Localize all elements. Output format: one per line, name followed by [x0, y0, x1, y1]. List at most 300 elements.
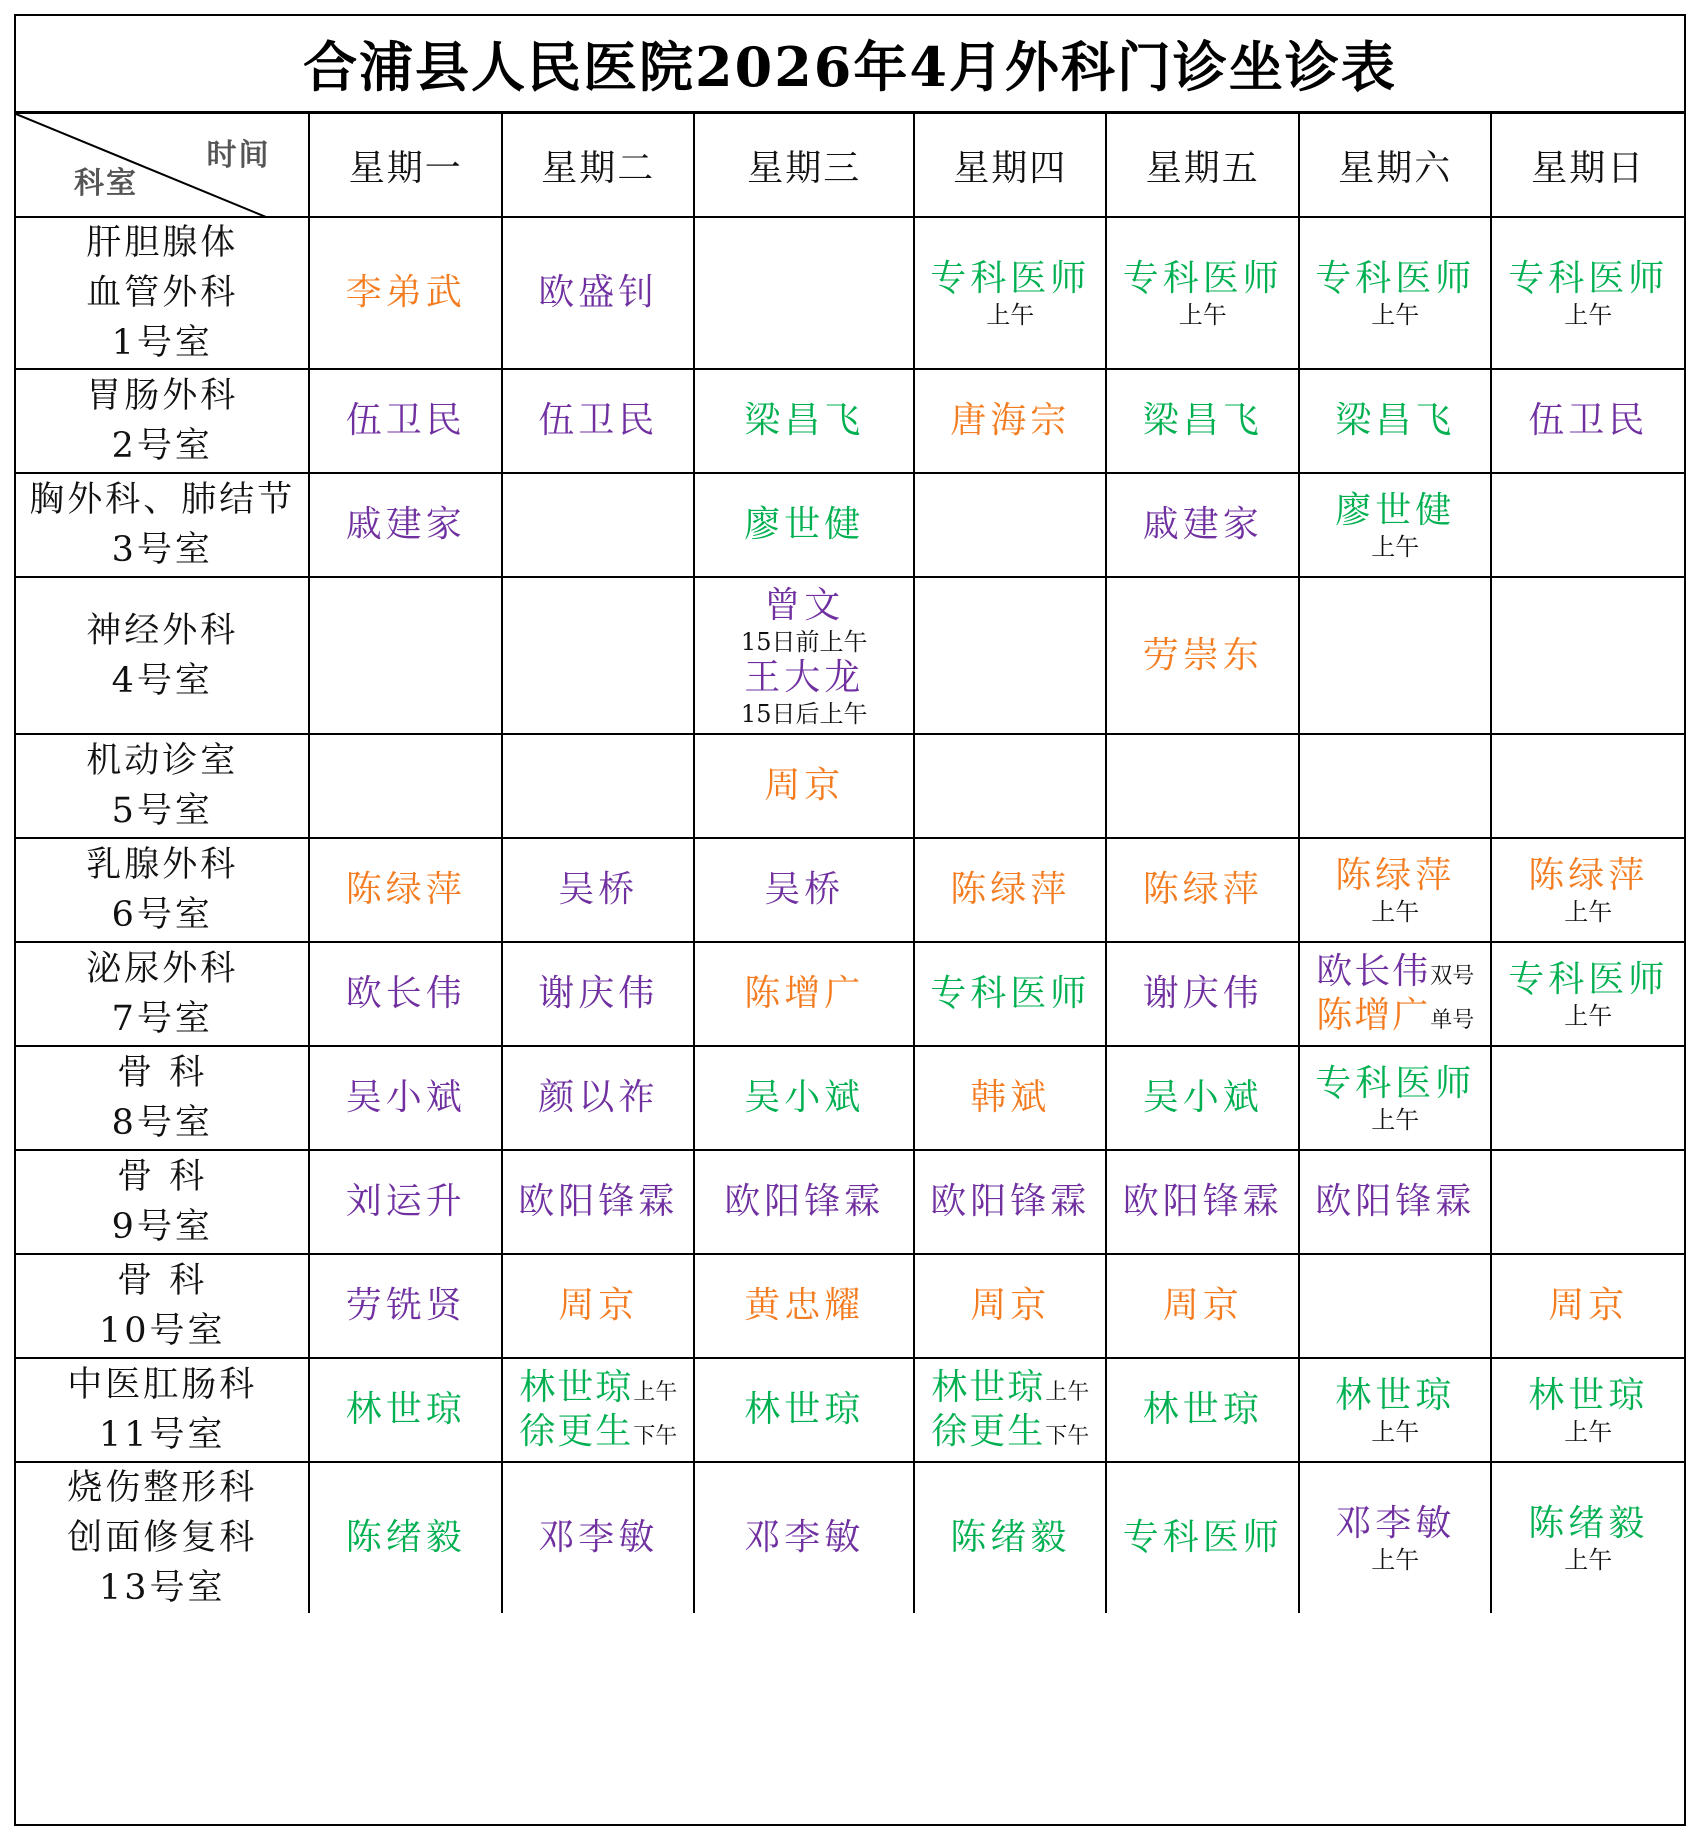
department-cell — [16, 217, 309, 369]
doctor-name: 吴桥 — [558, 869, 639, 910]
schedule-cell — [914, 1462, 1107, 1613]
corner-dept-label: 科室 — [74, 166, 138, 201]
doctor-list — [695, 399, 913, 443]
schedule-cell — [914, 369, 1107, 473]
doctor-name: 吴小斌 — [345, 1077, 466, 1118]
doctor-list — [1107, 972, 1298, 1016]
doctor-name: 劳铣贤 — [345, 1285, 466, 1326]
shift-note: 双号 — [1430, 964, 1475, 989]
schedule-cell — [1106, 1046, 1299, 1150]
doctor-name: 陈绿萍 — [345, 869, 466, 910]
doctor-name: 专科医师 — [930, 258, 1091, 299]
schedule-cell — [309, 1462, 502, 1613]
department-label: 血管外科 — [86, 273, 239, 313]
doctor-name: 廖世健 — [744, 504, 865, 545]
schedule-cell — [1491, 217, 1684, 369]
doctor-name: 专科医师 — [1315, 1063, 1476, 1104]
doctor-list — [695, 764, 913, 808]
schedule-cell — [1106, 942, 1299, 1046]
schedule-cell — [309, 369, 502, 473]
doctor-list — [1492, 1502, 1684, 1574]
doctor-name: 梁昌飞 — [1335, 400, 1456, 441]
schedule-cell — [694, 942, 914, 1046]
schedule-cell — [914, 1254, 1107, 1358]
doctor-list — [503, 868, 694, 912]
doctor-list — [915, 1366, 1106, 1454]
doctor-list — [695, 972, 913, 1016]
doctor-name: 专科医师 — [1315, 258, 1476, 299]
doctor-list — [1107, 399, 1298, 443]
schedule-cell — [914, 217, 1107, 369]
doctor-entry — [1316, 994, 1474, 1038]
day-header: 星期四 — [914, 114, 1107, 217]
schedule-cell — [309, 217, 502, 369]
doctor-name: 林世琼 — [1528, 1375, 1649, 1416]
doctor-entry — [519, 1366, 677, 1410]
day-header: 星期日 — [1491, 114, 1684, 217]
doctor-list — [915, 1180, 1106, 1224]
schedule-cell — [1491, 577, 1684, 734]
doctor-list — [1300, 1502, 1491, 1574]
doctor-name: 徐更生 — [519, 1411, 634, 1452]
schedule-cell — [1299, 1150, 1492, 1254]
doctor-list — [915, 257, 1106, 329]
schedule-cell — [502, 1046, 695, 1150]
shift-note: 单号 — [1430, 1008, 1475, 1033]
schedule-cell — [694, 1254, 914, 1358]
schedule-cell — [694, 217, 914, 369]
schedule-body — [16, 217, 1684, 1613]
doctor-list — [915, 868, 1106, 912]
shift-note: 15日后上午 — [740, 699, 868, 728]
schedule-cell — [914, 1150, 1107, 1254]
shift-note: 上午 — [633, 1380, 678, 1405]
shift-note: 上午 — [1371, 898, 1420, 926]
schedule-cell — [694, 1358, 914, 1462]
schedule-cell — [309, 577, 502, 734]
doctor-list — [1492, 854, 1684, 926]
day-header: 星期五 — [1106, 114, 1299, 217]
schedule-table — [16, 114, 1684, 1613]
doctor-name: 李弟武 — [345, 272, 466, 313]
doctor-name: 林世琼 — [345, 1389, 466, 1430]
doctor-list — [1300, 950, 1491, 1038]
doctor-list — [310, 972, 501, 1016]
department-label: 神经外科 — [86, 610, 239, 651]
schedule-cell — [1299, 734, 1492, 838]
schedule-row — [16, 577, 1684, 734]
department-label: 骨 科 — [117, 1261, 208, 1301]
schedule-cell — [1491, 1150, 1684, 1254]
day-header: 星期一 — [309, 114, 502, 217]
shift-note: 上午 — [1371, 1106, 1420, 1134]
schedule-cell — [914, 942, 1107, 1046]
doctor-list — [695, 584, 913, 728]
doctor-list — [915, 972, 1106, 1016]
department-label: 中医肛肠科 — [67, 1365, 258, 1405]
doctor-list — [695, 503, 913, 547]
schedule-cell — [1491, 838, 1684, 942]
department-cell — [16, 369, 309, 473]
doctor-list — [915, 399, 1106, 443]
doctor-name: 刘运升 — [345, 1181, 466, 1222]
doctor-name: 黄忠耀 — [744, 1285, 865, 1326]
shift-note: 上午 — [986, 301, 1035, 329]
doctor-name: 伍卫民 — [1528, 400, 1649, 441]
doctor-list — [1300, 854, 1491, 926]
doctor-name: 专科医师 — [1122, 1517, 1283, 1558]
schedule-cell — [502, 369, 695, 473]
doctor-list — [695, 1284, 913, 1328]
day-header: 星期六 — [1299, 114, 1492, 217]
doctor-list — [310, 1388, 501, 1432]
doctor-list — [310, 399, 501, 443]
schedule-cell — [694, 838, 914, 942]
doctor-list — [503, 1366, 694, 1454]
doctor-name: 欧阳锋霖 — [930, 1181, 1091, 1222]
doctor-name: 王大龙 — [744, 656, 865, 698]
schedule-cell — [502, 1150, 695, 1254]
doctor-list — [503, 1284, 694, 1328]
department-label: 13号室 — [98, 1568, 226, 1608]
schedule-cell — [914, 838, 1107, 942]
schedule-cell — [1299, 1358, 1492, 1462]
schedule-cell — [1491, 942, 1684, 1046]
doctor-list — [1107, 1388, 1298, 1432]
doctor-name: 周京 — [1162, 1285, 1243, 1326]
department-cell — [16, 942, 309, 1046]
department-label: 乳腺外科 — [86, 845, 239, 885]
schedule-cell — [1299, 473, 1492, 577]
schedule-cell — [1106, 1254, 1299, 1358]
shift-note: 上午 — [1371, 301, 1420, 329]
doctor-name: 欧盛钊 — [538, 272, 659, 313]
department-label: 机动诊室 — [86, 741, 239, 781]
doctor-list — [310, 1076, 501, 1120]
shift-note: 下午 — [633, 1424, 678, 1449]
doctor-list — [1492, 1284, 1684, 1328]
schedule-row — [16, 1462, 1684, 1613]
doctor-name: 戚建家 — [1142, 504, 1263, 545]
schedule-cell — [694, 473, 914, 577]
doctor-name: 陈增广 — [1316, 995, 1431, 1036]
schedule-cell — [914, 734, 1107, 838]
doctor-list — [1300, 1180, 1491, 1224]
doctor-name: 周京 — [1548, 1285, 1629, 1326]
doctor-name: 专科医师 — [1122, 258, 1283, 299]
shift-note: 上午 — [1371, 533, 1420, 561]
schedule-cell — [914, 473, 1107, 577]
doctor-name: 陈绪毅 — [345, 1517, 466, 1558]
doctor-name: 戚建家 — [345, 504, 466, 545]
day-header: 星期二 — [502, 114, 695, 217]
corner-cell — [16, 114, 309, 217]
department-label: 7号室 — [111, 999, 213, 1039]
schedule-cell — [1491, 369, 1684, 473]
schedule-cell — [1491, 1358, 1684, 1462]
doctor-name: 吴小斌 — [1142, 1077, 1263, 1118]
shift-note: 上午 — [1564, 1546, 1613, 1574]
doctor-list — [915, 1516, 1106, 1560]
doctor-name: 专科医师 — [1508, 258, 1669, 299]
schedule-cell — [309, 1150, 502, 1254]
schedule-cell — [1299, 369, 1492, 473]
schedule-cell — [309, 1358, 502, 1462]
doctor-name: 邓李敏 — [1335, 1503, 1456, 1544]
shift-note: 下午 — [1045, 1424, 1090, 1449]
schedule-cell — [1106, 1358, 1299, 1462]
schedule-cell — [914, 1046, 1107, 1150]
doctor-list — [1300, 1062, 1491, 1134]
doctor-name: 邓李敏 — [744, 1517, 865, 1558]
doctor-name: 劳崇东 — [1142, 634, 1263, 676]
doctor-list — [1492, 1374, 1684, 1446]
schedule-cell — [1106, 577, 1299, 734]
shift-note: 上午 — [1371, 1546, 1420, 1574]
department-label: 2号室 — [111, 426, 213, 466]
schedule-row — [16, 369, 1684, 473]
doctor-list — [695, 868, 913, 912]
department-cell — [16, 734, 309, 838]
schedule-cell — [1491, 473, 1684, 577]
schedule-cell — [1491, 734, 1684, 838]
doctor-list — [695, 1076, 913, 1120]
doctor-list — [310, 1180, 501, 1224]
schedule-row — [16, 217, 1684, 369]
department-label: 9号室 — [111, 1207, 213, 1247]
doctor-list — [503, 399, 694, 443]
schedule-cell — [1491, 1046, 1684, 1150]
doctor-entry — [519, 1410, 677, 1454]
doctor-entry — [931, 1410, 1089, 1454]
department-label: 6号室 — [111, 895, 213, 935]
schedule-cell — [1299, 1462, 1492, 1613]
schedule-cell — [309, 473, 502, 577]
department-label: 骨 科 — [117, 1053, 208, 1093]
department-cell — [16, 1046, 309, 1150]
schedule-row — [16, 942, 1684, 1046]
doctor-list — [1300, 489, 1491, 561]
doctor-list — [503, 972, 694, 1016]
doctor-list — [1107, 868, 1298, 912]
doctor-list — [1300, 257, 1491, 329]
doctor-name: 欧长伟 — [345, 973, 466, 1014]
doctor-entry — [931, 1366, 1089, 1410]
department-label: 8号室 — [111, 1103, 213, 1143]
doctor-name: 欧阳锋霖 — [1315, 1181, 1476, 1222]
department-label: 3号室 — [111, 530, 213, 570]
doctor-name: 林世琼 — [744, 1389, 865, 1430]
doctor-name: 徐更生 — [931, 1411, 1046, 1452]
doctor-entry — [1316, 950, 1474, 994]
schedule-cell — [502, 734, 695, 838]
schedule-cell — [694, 1150, 914, 1254]
shift-note: 上午 — [1564, 898, 1613, 926]
shift-note: 上午 — [1564, 1002, 1613, 1030]
doctor-list — [695, 1388, 913, 1432]
schedule-cell — [309, 838, 502, 942]
doctor-list — [1300, 1374, 1491, 1446]
doctor-name: 林世琼 — [1142, 1389, 1263, 1430]
shift-note: 上午 — [1178, 301, 1227, 329]
doctor-name: 吴桥 — [764, 869, 845, 910]
doctor-name: 陈绿萍 — [950, 869, 1071, 910]
doctor-name: 陈绿萍 — [1528, 855, 1649, 896]
doctor-name: 曾文 — [764, 584, 845, 626]
doctor-name: 欧长伟 — [1316, 951, 1431, 992]
doctor-name: 吴小斌 — [744, 1077, 865, 1118]
doctor-name: 唐海宗 — [950, 400, 1071, 441]
department-label: 泌尿外科 — [86, 949, 239, 989]
doctor-list — [1107, 1516, 1298, 1560]
department-label: 11号室 — [98, 1415, 226, 1455]
schedule-cell — [502, 942, 695, 1046]
doctor-name: 周京 — [970, 1285, 1051, 1326]
shift-note: 上午 — [1371, 1418, 1420, 1446]
schedule-cell — [1106, 734, 1299, 838]
doctor-name: 谢庆伟 — [1142, 973, 1263, 1014]
doctor-name: 伍卫民 — [538, 400, 659, 441]
doctor-list — [1492, 399, 1684, 443]
schedule-row — [16, 734, 1684, 838]
department-label: 5号室 — [111, 791, 213, 831]
doctor-list — [310, 1284, 501, 1328]
doctor-name: 欧阳锋霖 — [518, 1181, 679, 1222]
schedule-row — [16, 1254, 1684, 1358]
doctor-list — [310, 1516, 501, 1560]
schedule-cell — [502, 473, 695, 577]
doctor-list — [695, 1516, 913, 1560]
schedule-cell — [1106, 369, 1299, 473]
doctor-list — [915, 1076, 1106, 1120]
schedule-cell — [502, 838, 695, 942]
schedule-cell — [309, 1046, 502, 1150]
schedule-row — [16, 838, 1684, 942]
doctor-name: 专科医师 — [1508, 959, 1669, 1000]
doctor-list — [1492, 257, 1684, 329]
schedule-row — [16, 1358, 1684, 1462]
corner-time-label: 时间 — [206, 138, 271, 173]
department-label: 烧伤整形科 — [67, 1468, 258, 1508]
schedule-cell — [502, 577, 695, 734]
doctor-list — [1107, 1180, 1298, 1224]
doctor-list — [1107, 1284, 1298, 1328]
schedule-row — [16, 1150, 1684, 1254]
shift-note: 上午 — [1564, 1418, 1613, 1446]
schedule-cell — [694, 1462, 914, 1613]
department-cell — [16, 473, 309, 577]
doctor-name: 林世琼 — [1335, 1375, 1456, 1416]
department-cell — [16, 838, 309, 942]
department-label: 1号室 — [111, 323, 213, 363]
schedule-cell — [1106, 217, 1299, 369]
schedule-cell — [1491, 1462, 1684, 1613]
schedule-cell — [309, 942, 502, 1046]
doctor-list — [503, 271, 694, 315]
page-title: 合浦县人民医院2026年4月外科门诊坐诊表 — [16, 16, 1684, 114]
doctor-name: 梁昌飞 — [744, 400, 865, 441]
schedule-cell — [1299, 838, 1492, 942]
schedule-cell — [1106, 1150, 1299, 1254]
department-label: 肝胆腺体 — [86, 223, 239, 263]
department-label: 胸外科、肺结节 — [29, 480, 296, 520]
doctor-name: 陈绿萍 — [1335, 855, 1456, 896]
department-cell — [16, 1358, 309, 1462]
doctor-name: 邓李敏 — [538, 1517, 659, 1558]
doctor-name: 周京 — [558, 1285, 639, 1326]
schedule-cell — [1299, 577, 1492, 734]
doctor-name: 欧阳锋霖 — [724, 1181, 885, 1222]
schedule-cell — [914, 577, 1107, 734]
day-header: 星期三 — [694, 114, 914, 217]
shift-note: 上午 — [1045, 1380, 1090, 1405]
doctor-name: 林世琼 — [931, 1367, 1046, 1408]
schedule-cell — [1299, 1254, 1492, 1358]
schedule-cell — [914, 1358, 1107, 1462]
department-cell — [16, 1254, 309, 1358]
schedule-cell — [309, 1254, 502, 1358]
doctor-name: 廖世健 — [1335, 490, 1456, 531]
doctor-list — [310, 868, 501, 912]
doctor-name: 颜以祚 — [538, 1077, 659, 1118]
doctor-name: 专科医师 — [930, 973, 1091, 1014]
doctor-list — [1492, 958, 1684, 1030]
schedule-cell — [694, 734, 914, 838]
schedule-cell — [309, 734, 502, 838]
doctor-name: 陈绪毅 — [950, 1517, 1071, 1558]
schedule-cell — [1106, 838, 1299, 942]
doctor-list — [310, 271, 501, 315]
doctor-list — [503, 1076, 694, 1120]
schedule-row — [16, 1046, 1684, 1150]
header-row — [16, 114, 1684, 217]
doctor-list — [1107, 257, 1298, 329]
department-cell — [16, 1150, 309, 1254]
shift-note: 15日前上午 — [740, 627, 868, 656]
doctor-list — [695, 1180, 913, 1224]
doctor-name: 梁昌飞 — [1142, 400, 1263, 441]
doctor-name: 周京 — [764, 765, 845, 806]
doctor-list — [310, 503, 501, 547]
schedule-sheet — [14, 14, 1686, 1826]
schedule-cell — [1106, 473, 1299, 577]
doctor-name: 谢庆伟 — [538, 973, 659, 1014]
doctor-name: 陈绪毅 — [1528, 1503, 1649, 1544]
schedule-cell — [502, 1358, 695, 1462]
doctor-name: 陈绿萍 — [1142, 869, 1263, 910]
department-cell — [16, 1462, 309, 1613]
doctor-list — [1107, 634, 1298, 678]
shift-note: 上午 — [1564, 301, 1613, 329]
schedule-cell — [502, 217, 695, 369]
schedule-cell — [1106, 1462, 1299, 1613]
schedule-cell — [1299, 1046, 1492, 1150]
schedule-cell — [502, 1254, 695, 1358]
doctor-list — [1107, 1076, 1298, 1120]
schedule-cell — [1299, 217, 1492, 369]
department-label: 创面修复科 — [67, 1518, 258, 1558]
schedule-cell — [502, 1462, 695, 1613]
schedule-row — [16, 473, 1684, 577]
schedule-cell — [694, 1046, 914, 1150]
schedule-cell — [1299, 942, 1492, 1046]
doctor-list — [915, 1284, 1106, 1328]
doctor-list — [503, 1180, 694, 1224]
doctor-name: 陈增广 — [744, 973, 865, 1014]
schedule-cell — [1491, 1254, 1684, 1358]
doctor-name: 欧阳锋霖 — [1122, 1181, 1283, 1222]
doctor-name: 林世琼 — [519, 1367, 634, 1408]
